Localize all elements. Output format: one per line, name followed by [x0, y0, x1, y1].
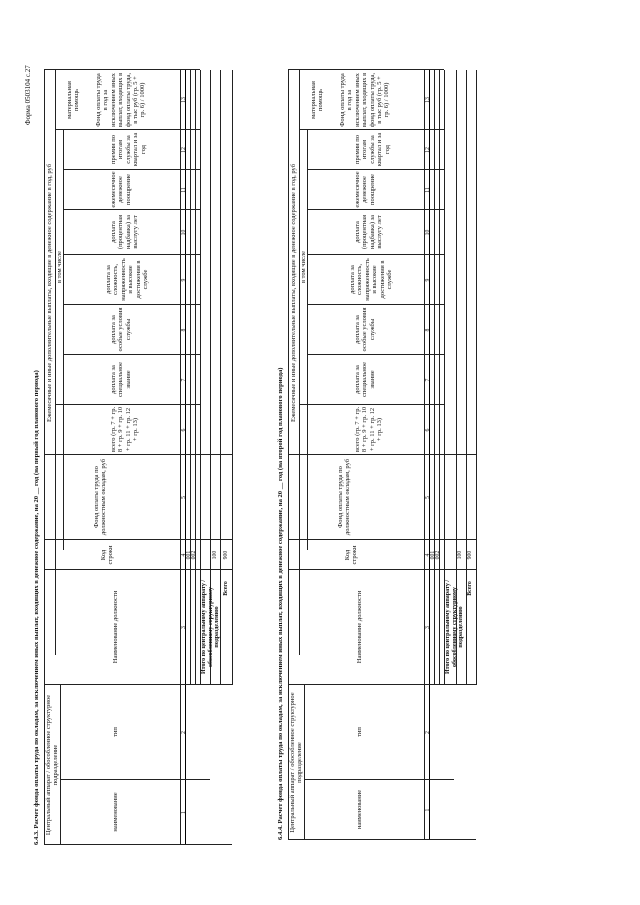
header-col7: доплата за специальное звание	[110, 361, 132, 398]
header-col9: доплата за сложность, напряженность и высокие достижения в службе	[105, 258, 150, 301]
header-row-code: Код строки	[100, 545, 115, 565]
col-number: 13	[425, 97, 431, 103]
header-col12: премии по итогам службы за квартал и за год	[354, 132, 391, 167]
table-2-title: 6.4.4. Расчет фонда оплаты труда по окладам, за исключением иных выплат, входящих в денежное содержание, на 20 __ год (на второй год планового периода)	[277, 367, 284, 840]
header-col8: доплата за особые условия службы	[354, 307, 376, 352]
header-position: Наименование должности	[356, 590, 363, 664]
header-unit-type: тип	[356, 727, 363, 737]
row-code: 002	[435, 550, 441, 560]
col-number: 13	[181, 97, 187, 103]
header-incl: в том числе	[300, 250, 307, 284]
subtotal-label: Итого по центральному аппарату / обособленному структурному подразделению	[445, 579, 465, 675]
table-1-title: 6.4.3. Расчет фонда оплаты труда по окладам, за исключением иных выплат, входящих в денежное содержание, на 20 __ год (на первый год планового периода)	[33, 370, 40, 845]
subtotal-code: 100	[457, 550, 463, 560]
col-number: 4	[425, 553, 431, 557]
col-number: 1	[425, 808, 431, 812]
header-col12: премии по итогам службы за квартал и за год	[110, 132, 147, 167]
subtotal-code: 100	[212, 550, 218, 560]
header-fund-total: Фонд оплаты труда в год за исключением иных выплат, входящих в фонд оплаты труда, в тыс руб (гр. 5 + гр. 6) / 1000)	[339, 72, 391, 128]
header-col11: ежемесячное денежное поощрение	[110, 171, 132, 208]
header-unit-name: наименование	[356, 789, 363, 830]
header-unit-name: наименование	[112, 792, 119, 832]
col-number: 1	[181, 811, 187, 814]
header-salary-fund: Фонд оплаты труда по должностным окладам, руб	[93, 458, 108, 536]
form-code: Форма 0503104 с.27	[24, 65, 32, 125]
header-col10: доплата (процентная надбавка) за выслугу лет	[110, 214, 140, 250]
header-row-code: Код строки	[344, 545, 359, 565]
col-number: 11	[425, 187, 431, 193]
subtotal-label: Итого по центральному аппарату / обособленному структурному подразделению	[201, 579, 221, 675]
header-col9: доплата за сложность, напряженность и высокие достижения в службе	[349, 258, 394, 301]
col-number: 3	[181, 626, 187, 629]
col-number: 6	[425, 428, 431, 432]
col-number: 9	[425, 278, 431, 282]
col-number: 7	[425, 378, 431, 382]
header-fund-total: Фонд оплаты труда в год за исключением иных выплат, входящих в фонд оплаты труда, в тыс руб (гр. 5 + гр. 6) / 1000)	[95, 72, 147, 128]
header-salary-fund: Фонд оплаты труда по должностным окладам, руб	[337, 458, 352, 536]
header-col13: материальная помощь	[310, 81, 325, 119]
header-total: всего (гр. 7 + гр. 8 + гр. 9 + гр. 10 + гр. 11 + гр. 12 + гр. 13)	[354, 406, 384, 453]
col-number: 5	[181, 496, 187, 499]
header-col8: доплата за особые условия службы	[110, 307, 132, 352]
total-code: 900	[467, 550, 473, 560]
header-incl: в том числе	[56, 250, 63, 284]
col-number: 12	[181, 147, 187, 153]
header-col11: ежемесячное денежное поощрение	[354, 171, 376, 208]
header-unit-group: Центральный аппарат / обособленное структурное подразделение	[45, 694, 60, 836]
header-position: Наименование должности	[112, 590, 119, 664]
col-number: 12	[425, 147, 431, 153]
total-label: Всего	[467, 581, 473, 596]
col-number: 3	[425, 626, 431, 629]
row-code: 001	[430, 550, 436, 560]
total-code: 900	[223, 550, 229, 560]
col-number: 11	[181, 187, 187, 193]
header-col13: материальная помощь	[66, 81, 81, 119]
header-total: всего (гр. 7 + гр. 8 + гр. 9 + гр. 10 + гр. 11 + гр. 12 + гр. 13)	[110, 406, 140, 453]
header-col10: доплата (процентная надбавка) за выслугу лет	[354, 214, 384, 250]
col-number: 10	[181, 229, 187, 236]
col-number: 7	[181, 378, 187, 382]
row-code: 001	[186, 550, 192, 560]
col-number: 8	[425, 328, 431, 332]
header-unit-group: Центральный аппарат / обособленное структурное подразделение	[289, 692, 304, 833]
col-number: 9	[181, 278, 187, 282]
col-number: 8	[181, 328, 187, 332]
col-number: 10	[425, 229, 431, 236]
col-number: 4	[181, 553, 187, 557]
row-code: 002	[191, 550, 197, 560]
header-col7: доплата за специальное звание	[354, 361, 376, 398]
header-unit-type: тип	[112, 727, 119, 737]
col-number: 6	[181, 428, 187, 432]
total-label: Всего	[223, 581, 229, 596]
col-number: 2	[425, 731, 431, 734]
col-number: 2	[181, 731, 187, 734]
header-payments-group: Ежемесячные и иные дополнительные выплаты, входящие в денежное содержание в год, руб	[46, 163, 53, 423]
col-number: 5	[425, 496, 431, 499]
header-payments-group: Ежемесячные и иные дополнительные выплаты, входящие в денежное содержание в год, руб	[290, 163, 297, 423]
